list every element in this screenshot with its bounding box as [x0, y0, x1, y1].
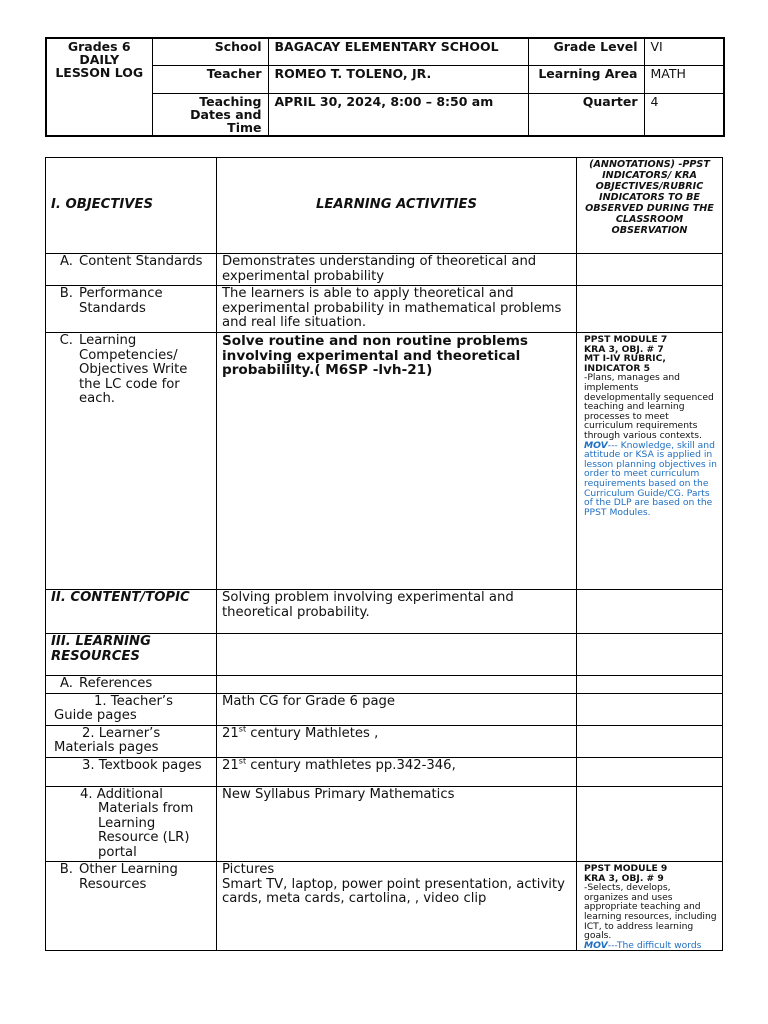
- learning-area-label: Learning Area: [528, 65, 644, 93]
- lesson-table: [45, 157, 723, 951]
- objectives-header-row: [46, 158, 723, 254]
- grade-level-label: Grade Level: [528, 38, 644, 65]
- annotation-competencies: PPST MODULE 7 KRA 3, OBJ. # 7 MT I-IV RUBRIC, INDICATOR 5 -Plans, manages and implements developmentally sequenced teaching and learning processes to meet curriculum requirements through various contexts. MOV--- Knowledge, skill and attitude or KSA is applied in lesson planning objectives in order to meet curriculum requirements based on the Curriculum Guide/CG. Parts of the DLP are based on the PPST Modules.: [577, 333, 723, 590]
- quarter-label: Quarter: [528, 93, 644, 136]
- performance-standards-value: The learners is able to apply theoretical and experimental probability in mathematical problems and real life situation.: [217, 286, 577, 333]
- content-standards-value: Demonstrates understanding of theoretical and experimental probability: [217, 254, 577, 286]
- log-title: Grades 6 DAILY LESSON LOG: [46, 38, 152, 136]
- references-label: A. References: [46, 676, 217, 694]
- table-row: [46, 590, 723, 634]
- learners-materials-value: 21st century Mathletes ,: [217, 725, 577, 757]
- annotation-cell: [577, 786, 723, 862]
- learners-materials-label: 2. Learner’s Materials pages: [46, 725, 217, 757]
- competencies-value: Solve routine and non routine problems involving experimental and theoretical probabililty.( M6SP -lvh-21): [217, 333, 577, 590]
- other-resources-value: Pictures Smart TV, laptop, power point presentation, activity cards, meta cards, cartolina, , video clip: [217, 862, 577, 951]
- teachers-guide-label: 1. Teacher’s Guide pages: [46, 693, 217, 725]
- table-row: [46, 254, 723, 286]
- content-topic-heading: II. CONTENT/TOPIC: [46, 590, 217, 634]
- annotation-other-resources: PPST MODULE 9 KRA 3, OBJ. # 9 -Selects, develops, organizes and uses appropriate teaching and learning resources, including ICT, to address learning goals. MOV---The difficult words: [577, 862, 723, 951]
- additional-materials-value: New Syllabus Primary Mathematics: [217, 786, 577, 862]
- school-value: BAGACAY ELEMENTARY SCHOOL: [268, 38, 528, 65]
- textbook-label: 3. Textbook pages: [46, 757, 217, 786]
- content-standards-label: A. Content Standards: [46, 254, 217, 286]
- table-row: [46, 634, 723, 676]
- performance-standards-label: B. Performance Standards: [46, 286, 217, 333]
- resources-value: [217, 634, 577, 676]
- grade-level-value: VI: [644, 38, 724, 65]
- content-topic-value: Solving problem involving experimental and theoretical probability.: [217, 590, 577, 634]
- annotation-cell: [577, 725, 723, 757]
- competencies-label: C. Learning Competencies/ Objectives Write the LC code for each.: [46, 333, 217, 590]
- table-row: [46, 725, 723, 757]
- teacher-value: ROMEO T. TOLENO, JR.: [268, 65, 528, 93]
- annotations-heading: (ANNOTATIONS) -PPST INDICATORS/ KRA OBJECTIVES/RUBRIC INDICATORS TO BE OBSERVED DURING THE CLASSROOM OBSERVATION: [577, 158, 723, 254]
- table-row: [46, 333, 723, 590]
- teachers-guide-value: Math CG for Grade 6 page: [217, 693, 577, 725]
- table-row: [46, 786, 723, 862]
- dates-label: Teaching Dates and Time: [152, 93, 268, 136]
- table-row: [46, 676, 723, 694]
- teacher-label: Teacher: [152, 65, 268, 93]
- table-row: [46, 862, 723, 951]
- quarter-value: 4: [644, 93, 724, 136]
- table-row: [46, 757, 723, 786]
- annotation-cell: [577, 254, 723, 286]
- annotation-cell: [577, 286, 723, 333]
- school-label: School: [152, 38, 268, 65]
- header-table: [45, 37, 725, 137]
- other-resources-label: B. Other Learning Resources: [46, 862, 217, 951]
- learning-area-value: MATH: [644, 65, 724, 93]
- table-row: [46, 286, 723, 333]
- objectives-heading: I. OBJECTIVES: [46, 158, 217, 254]
- dates-value: APRIL 30, 2024, 8:00 – 8:50 am: [268, 93, 528, 136]
- table-row: [46, 693, 723, 725]
- annotation-cell: [577, 634, 723, 676]
- annotation-cell: [577, 590, 723, 634]
- textbook-value: 21st century mathletes pp.342-346,: [217, 757, 577, 786]
- activities-heading: LEARNING ACTIVITIES: [217, 158, 577, 254]
- resources-heading: III. LEARNING RESOURCES: [46, 634, 217, 676]
- references-value: [217, 676, 577, 694]
- additional-materials-label: 4. Additional Materials from Learning Resource (LR) portal: [46, 786, 217, 862]
- annotation-cell: [577, 676, 723, 694]
- annotation-cell: [577, 757, 723, 786]
- annotation-cell: [577, 693, 723, 725]
